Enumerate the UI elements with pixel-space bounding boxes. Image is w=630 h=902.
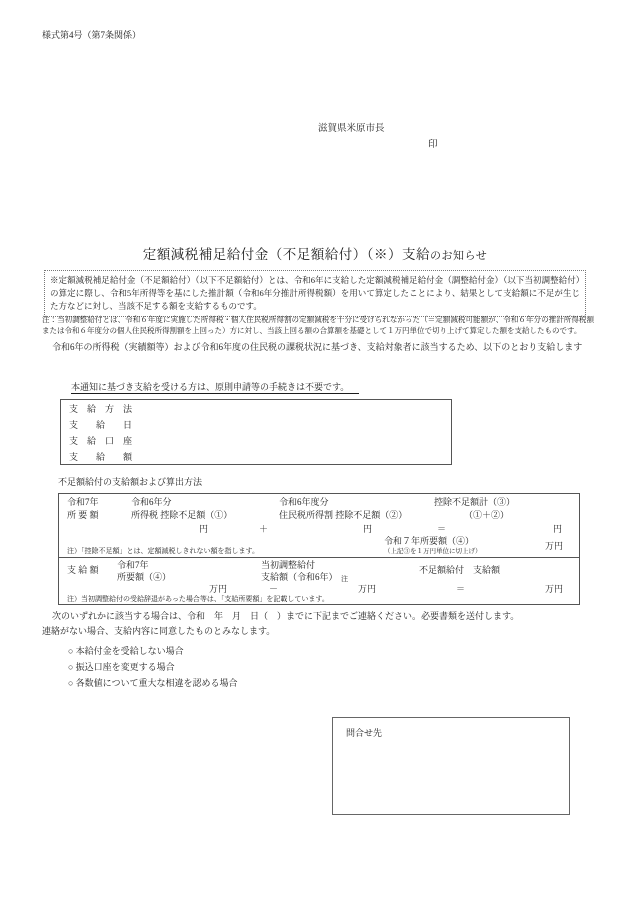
- contact-instruction-line1: 次のいずれかに該当する場合は、令和 年 月 日（ ）までに下記までご連絡ください。必要書類を送付します。: [52, 611, 520, 621]
- req-col3-label: （①＋②）: [464, 510, 510, 520]
- payment-account-label: 支 給 口 座: [69, 436, 133, 446]
- pay-unit-2: 万円: [358, 584, 377, 594]
- intro-paragraph: 令和6年の所得税（実績額等）および令和6年度の住民税の課税状況に基づき、支給対象者に該当するため、以下のとおり支給します: [52, 342, 583, 352]
- definition-box: ※定額減税補足給付金（不足額給付）（以下不足額給付）とは、令和6年に支給した定額減税補足給付金（調整給付金）（以下当初調整給付）の算定に際し、令和5年所得等を基にした推計額（令和6年分推計所得税額）を用いて算定したことにより、結果として支給額に不足が生じた方などに対し、当該不足する額を支給するものです。: [44, 270, 586, 317]
- equals-operator-1: ＝: [437, 524, 447, 534]
- table-divider: [59, 557, 579, 558]
- contact-box-label: 問合せ先: [346, 728, 383, 738]
- calculation-table: [58, 493, 580, 605]
- subtotal-sub-note: （上記③を１万円単位に切上げ）: [384, 548, 482, 555]
- payment-method-label: 支 給 方 法: [69, 404, 133, 414]
- payment-info-table: [60, 399, 452, 465]
- req-col3-header: 控除不足額計（③）: [434, 497, 516, 507]
- pay-col2-header: 当初調整給付: [261, 560, 316, 570]
- equals-operator-2: ＝: [456, 584, 466, 594]
- req-col2-header: 令和6年度分: [279, 497, 329, 507]
- pay-col1-label: 所要額（④）: [117, 572, 172, 582]
- req-unit-yen-2: 円: [363, 524, 373, 534]
- no-procedure-notice: 本通知に基づき支給を受ける方は、原則申請等の手続きは不要です。: [71, 382, 359, 394]
- pay-note-mark: 注: [341, 575, 348, 583]
- contact-box: [332, 717, 570, 815]
- req-col1-label: 所得税 控除不足額（①）: [131, 510, 233, 520]
- option-change-account: ○ 振込口座を変更する場合: [68, 662, 175, 672]
- sender-mayor: 滋賀県米原市長: [318, 124, 385, 134]
- req-footnote: 注）「控除不足額」とは、定額減税しきれない額を指します。: [67, 547, 259, 555]
- calc-section-heading: 不足額給付の支給額および算出方法: [58, 477, 203, 487]
- pay-footnote: 注）当初調整給付の受給辞退があった場合等は、「支給所要額」を記載しています。: [67, 595, 329, 603]
- payment-date-label: 支 給 日: [69, 420, 133, 430]
- page-title-main: 定額減税補足給付金（不足額給付）（※）支給: [142, 247, 431, 262]
- option-no-receive: ○ 本給付金を受給しない場合: [68, 646, 184, 656]
- req-col1-header: 令和6年分: [131, 497, 172, 507]
- subtotal-unit: 万円: [545, 541, 564, 551]
- form-number: 様式第4号（第7条関係）: [42, 30, 142, 40]
- pay-col1-header: 令和7年: [117, 560, 149, 570]
- pay-col3-label: 不足額給付 支給額: [419, 565, 501, 575]
- req-unit-yen-1: 円: [199, 524, 209, 534]
- contact-instruction-line2: 連絡がない場合、支給内容に同意したものとみなします。: [42, 626, 276, 636]
- pay-unit-1: 万円: [209, 584, 228, 594]
- req-col2-label: 住民税所得割 控除不足額（②）: [279, 510, 408, 520]
- subtotal-label: 令和７年所要額（④）: [384, 536, 475, 546]
- page-title: [0, 243, 630, 263]
- payment-amount-label: 支 給 額: [69, 452, 133, 462]
- req-row-label-2: 所 要 額: [67, 510, 99, 520]
- page-title-suffix: のお知らせ: [430, 250, 488, 262]
- seal-mark: 印: [428, 140, 438, 150]
- pay-col2-label: 支給額（令和6年）: [261, 572, 338, 582]
- pay-unit-3: 万円: [545, 584, 564, 594]
- minus-operator: －: [269, 584, 279, 594]
- req-unit-yen-3: 円: [553, 524, 563, 534]
- plus-operator: ＋: [259, 524, 269, 534]
- definition-note: 注：当初調整給付とは、令和６年度に実施した所得税・個人住民税所得割の定額減税を十分に受けられなかった（＝定額減税可能額が、令和６年分の推計所得税額または令和６年度分の個人住民税所得割額を上回った）方に対し、当該上回る額の合算額を基礎として１万円単位で切り上げて算定した額を支給したものです。: [42, 315, 594, 335]
- option-value-discrepancy: ○ 各数値について重大な相違を認める場合: [68, 678, 238, 688]
- req-row-label-1: 令和7年: [67, 497, 99, 507]
- pay-row-label: 支 給 額: [67, 565, 99, 575]
